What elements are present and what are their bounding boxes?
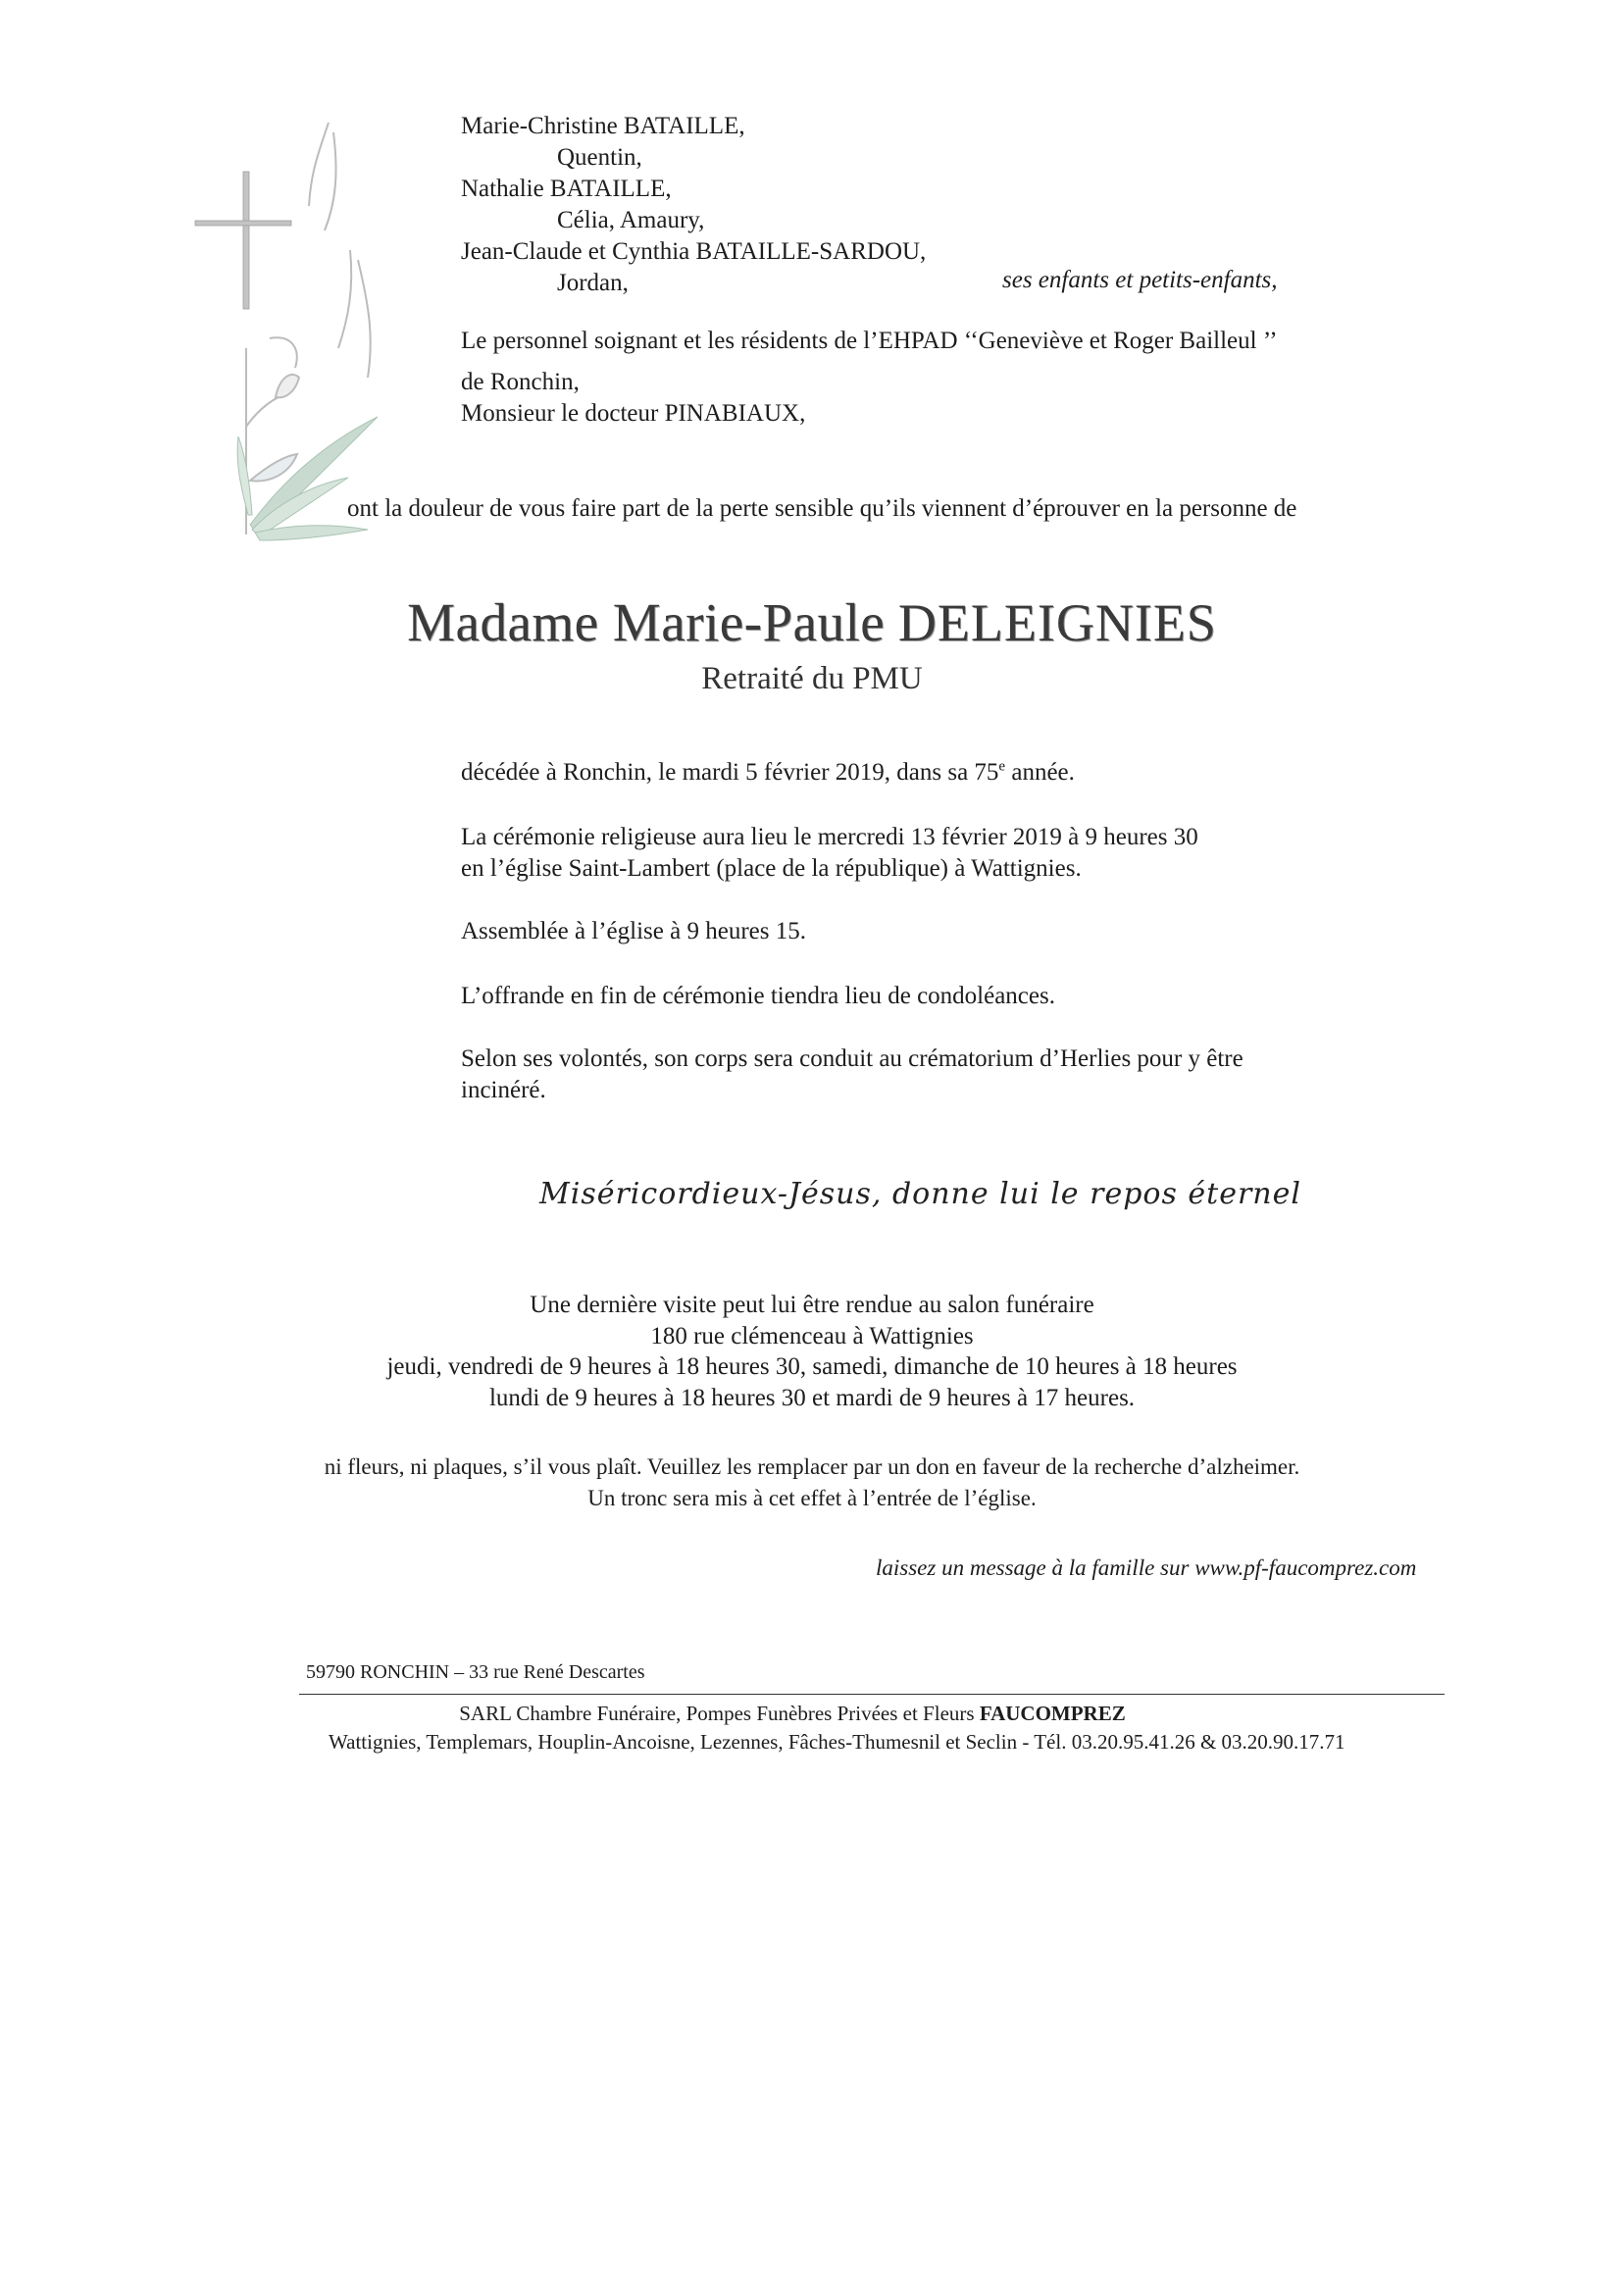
prayer-line: Miséricordieux-Jésus, donne lui le repos éternel — [539, 1177, 1301, 1211]
footer-company-name: FAUCOMPREZ — [979, 1702, 1126, 1725]
footer-divider — [299, 1694, 1445, 1695]
family-relation: ses enfants et petits-enfants, — [1002, 267, 1278, 293]
family-line-2: Quentin, — [557, 144, 642, 171]
deceased-last-name: DELEIGNIES — [897, 593, 1217, 652]
others-line-2: de Ronchin, — [461, 369, 580, 395]
family-line-1: Marie-Christine BATAILLE, — [461, 113, 745, 139]
offering-line: L’offrande en fin de cérémonie tiendra lieu de condoléances. — [461, 983, 1055, 1009]
death-text: décédée à Ronchin, le mardi 5 février 2019, dans sa 75 — [461, 759, 999, 786]
visit-line-4: lundi de 9 heures à 18 heures 30 et mardi de 9 heures à 17 heures. — [488, 1385, 1136, 1411]
deceased-first-name: Madame Marie-Paule — [407, 592, 886, 652]
family-line-3: Nathalie BATAILLE, — [461, 176, 672, 202]
ceremony-line-1: La cérémonie religieuse aura lieu le mercredi 13 février 2019 à 9 heures 30 — [461, 824, 1198, 850]
visit-line-1: Une dernière visite peut lui être rendue au salon funéraire — [530, 1292, 1094, 1318]
cross-icon — [195, 172, 291, 309]
family-line-6: Jordan, — [557, 270, 629, 296]
footer-company — [0, 1700, 1624, 1727]
deceased-name — [0, 591, 1624, 654]
wishes-line-1: Selon ses volontés, son corps sera conduit au crématorium d’Herlies pour y être — [461, 1045, 1243, 1072]
death-superscript: e — [998, 758, 1006, 775]
flowers-line-1: ni fleurs, ni plaques, s’il vous plaît. Veuillez les remplacer par un don en faveur de la recherche d’alzheimer. — [324, 1454, 1300, 1479]
assembly-line: Assemblée à l’église à 9 heures 15. — [461, 918, 806, 944]
footer-company-prefix: SARL Chambre Funéraire, Pompes Funèbres Privées et Fleurs — [459, 1702, 980, 1725]
footer-contact: Wattignies, Templemars, Houplin-Ancoisne, Lezennes, Fâches-Thumesnil et Seclin - Tél. 03.20.95.41.26 & 03.20.90.17.71 — [329, 1730, 1345, 1754]
family-line-4: Célia, Amaury, — [557, 207, 705, 233]
deceased-title: Retraité du PMU — [701, 661, 923, 696]
others-line-3: Monsieur le docteur PINABIAUX, — [461, 400, 806, 427]
flowers-line-2: Un tronc sera mis à cet effet à l’entrée de l’église. — [587, 1486, 1037, 1510]
death-text-end: année. — [1005, 759, 1075, 786]
announcement: ont la douleur de vous faire part de la perte sensible qu’ils viennent d’éprouver en la personne de — [347, 495, 1297, 522]
cross-lily-illustration — [181, 113, 407, 554]
visit-line-3: jeudi, vendredi de 9 heures à 18 heures 30, samedi, dimanche de 10 heures à 18 heures — [386, 1353, 1238, 1380]
others-line-1: Le personnel soignant et les résidents de l’EHPAD ‘‘Geneviève et Roger Bailleul ’’ — [461, 328, 1278, 354]
website-message: laissez un message à la famille sur www.pf-faucomprez.com — [876, 1555, 1417, 1580]
footer-address: 59790 RONCHIN – 33 rue René Descartes — [306, 1661, 645, 1683]
family-line-5: Jean-Claude et Cynthia BATAILLE-SARDOU, — [461, 238, 927, 265]
death-notice — [461, 757, 1075, 789]
wishes-line-2: incinéré. — [461, 1077, 546, 1103]
ceremony-line-2: en l’église Saint-Lambert (place de la république) à Wattignies. — [461, 855, 1082, 882]
visit-line-2: 180 rue clémenceau à Wattignies — [650, 1323, 974, 1349]
